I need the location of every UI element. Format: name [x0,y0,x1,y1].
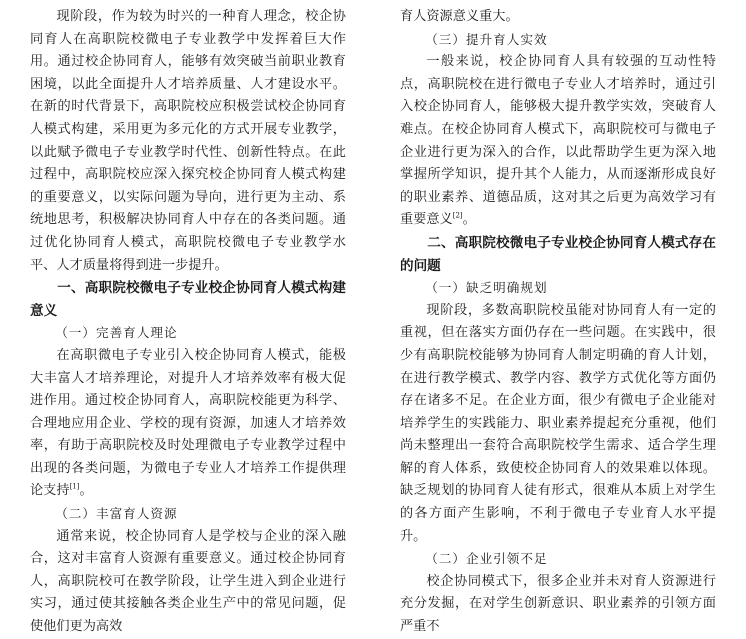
subheading-theory: （一）完善育人理论 [55,325,178,341]
intro-paragraph: 现阶段，作为较为时兴的一种育人理念，校企协同育人在高职院校微电子专业教学中发挥着巨大作用。通过校企协同育人，能够有效突破当前职业教育困境，以此全面提升人才培养质量、人才建设水平。在新的时代背景下，高职院校应积极尝试校企协同育人模式构建，采用更为多元化的方式开展专业教学，以此赋予微电子专业教学时代性、创新性特点。在此过程中，高职院校应深入探究校企协同育人模式构建的重要意义，以实际问题为导向，进行更为主动、系统地思考，积极解决协同育人中存在的各类问题。通过优化协同育人模式，高职院校微电子专业教学水平、人才质量将得到进一步提升。 [30,9,346,273]
left-column [30,6,346,639]
theory-paragraph [30,345,346,503]
theory-text: 在高职微电子专业引入校企协同育人模式，能极大丰富人才培养理论，对提升人才培养效率有极大促进作用。通过校企协同育人，高职院校能更为科学、合理地应用企业、学校的现有资源，加速人才培养效率，有助于高职院校及时处理微电子专业教学过程中出现的各类问题，为微电子专业人才培养工作提供理论支持 [30,347,346,499]
right-column [400,6,716,639]
subheading-effectiveness: （三）提升育人实效 [425,31,548,47]
effectiveness-end: 。 [462,212,476,228]
enterprise-paragraph: 校企协同模式下，很多企业并未对育人资源进行充分发掘，在对学生创新意识、职业素养的引领方面严重不 [400,573,716,635]
effectiveness-text: 一般来说，校企协同育人具有较强的互动性特点，高职院校在进行微电子专业人才培养时，通过引入校企协同育人，能够极大提升教学实效，突破育人难点。在校企协同育人模式下，高职院校可与微电子企业进行更为深入的合作，以此帮助学生更为深入地掌握所学知识，提升其个人能力，从而逐渐形成良好的职业素养、道德品质，这对其之后更为高效学习有重要意义 [400,54,716,228]
effectiveness-paragraph [400,51,716,232]
planning-paragraph: 现阶段，多数高职院校虽能对协同育人有一定的重视，但在落实方面仍存在一些问题。在实践中，很少有高职院校能够为协同育人制定明确的育人计划，在进行教学模式、教学内容、教学方式优化等方面仍存在诸多不足。在企业方面，很少有微电子企业能对培养学生的实践能力、职业素养提起充分重视，他们尚未整理出一套符合高职院校学生需求、适合学生理解的育人体系，致使校企协同育人的效果难以体现。缺乏规划的协同育人徒有形式，很难从本质上对学生的各方面产生影响，不利于微电子专业育人水平提升。 [400,302,716,544]
subheading-planning: （一）缺乏明确规划 [425,280,548,296]
citation-1: [1] [69,483,80,492]
subheading-enterprise: （二）企业引领不足 [425,551,548,567]
citation-2: [2] [452,211,463,220]
continued-paragraph: 育人资源意义重大。 [400,9,519,24]
resources-paragraph: 通常来说，校企协同育人是学校与企业的深入融合，这对丰富育人资源有重要意义。通过校企协同育人，高职院校可在教学阶段，让学生进入到企业进行实习，通过使其接触各类企业生产中的常见问题，促使他们更为高效 [30,528,346,635]
theory-end: 。 [79,483,93,499]
section-heading-significance: 一、高职院校微电子专业校企协同育人模式构建意义 [30,280,346,319]
subheading-resources: （二）丰富育人资源 [55,506,178,522]
section-heading-problems: 二、高职院校微电子专业校企协同育人模式存在的问题 [400,234,716,274]
